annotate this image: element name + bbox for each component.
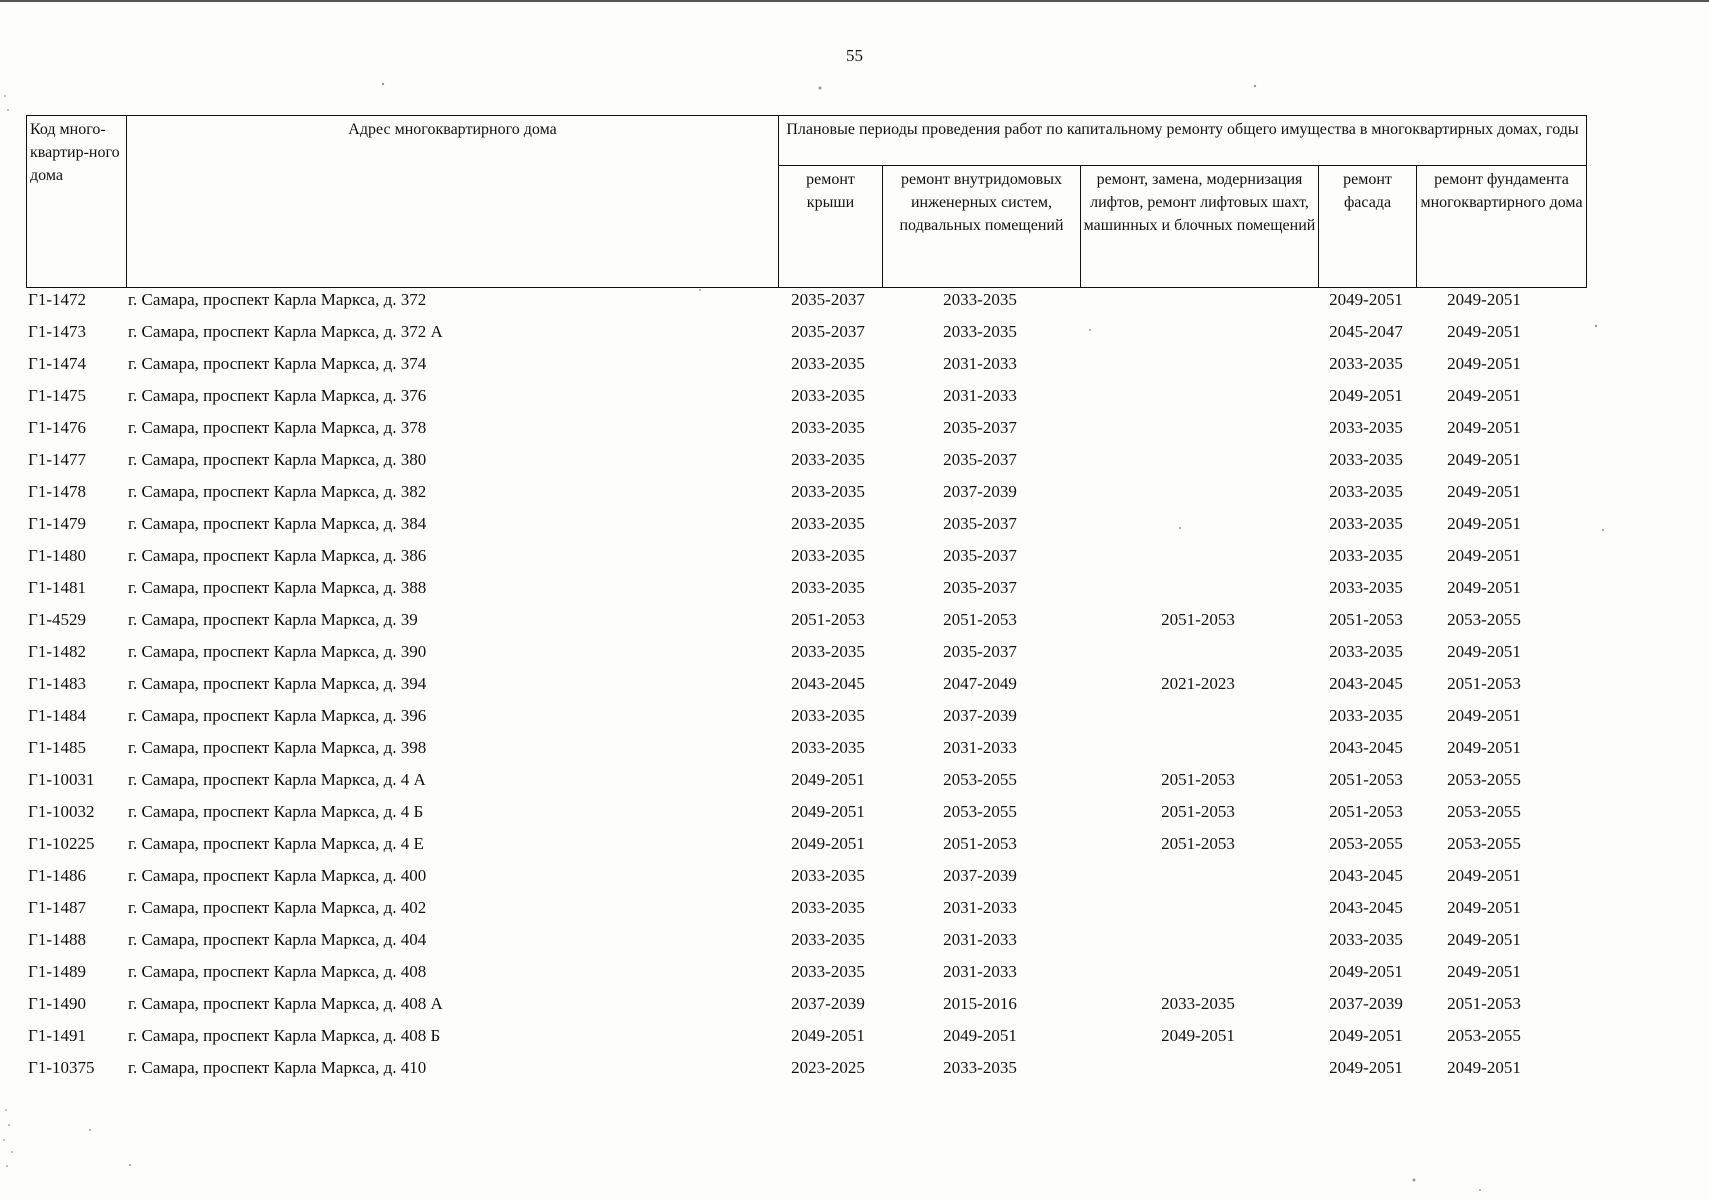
cell-facade: 2051-2053 <box>1329 802 1403 821</box>
cell-roof: 2033-2035 <box>791 578 865 597</box>
cell-address: г. Самара, проспект Карла Маркса, д. 398 <box>128 738 427 757</box>
cell-code: Г1-1481 <box>28 578 86 597</box>
cell-facade: 2033-2035 <box>1329 514 1403 533</box>
table-row <box>26 736 1588 768</box>
cell-facade: 2033-2035 <box>1329 546 1403 565</box>
cell-roof: 2049-2051 <box>791 834 865 853</box>
table-row <box>26 320 1588 352</box>
cell-code: Г1-1483 <box>28 674 86 693</box>
cell-code: Г1-1487 <box>28 898 86 917</box>
cell-systems: 2053-2055 <box>943 770 1017 789</box>
table-row <box>26 384 1588 416</box>
cell-systems: 2037-2039 <box>943 482 1017 501</box>
cell-foundation: 2049-2051 <box>1447 930 1521 949</box>
cell-code: Г1-1472 <box>28 290 86 309</box>
cell-lifts: 2049-2051 <box>1161 1026 1235 1045</box>
cell-systems: 2033-2035 <box>943 322 1017 341</box>
cell-code: Г1-1482 <box>28 642 86 661</box>
cell-systems: 2015-2016 <box>943 994 1017 1013</box>
table-row <box>26 480 1588 512</box>
cell-address: г. Самара, проспект Карла Маркса, д. 388 <box>128 578 427 597</box>
cell-code: Г1-1491 <box>28 1026 86 1045</box>
cell-foundation: 2049-2051 <box>1447 1058 1521 1077</box>
table-row <box>26 288 1588 320</box>
cell-lifts: 2033-2035 <box>1161 994 1235 1013</box>
cell-code: Г1-1479 <box>28 514 86 533</box>
cell-roof: 2033-2035 <box>791 738 865 757</box>
cell-lifts: 2051-2053 <box>1161 802 1235 821</box>
cell-facade: 2045-2047 <box>1329 322 1403 341</box>
cell-address: г. Самара, проспект Карла Маркса, д. 39 <box>128 610 418 629</box>
cell-systems: 2047-2049 <box>943 674 1017 693</box>
cell-foundation: 2053-2055 <box>1447 770 1521 789</box>
cell-facade: 2049-2051 <box>1329 1058 1403 1077</box>
cell-systems: 2035-2037 <box>943 578 1017 597</box>
cell-roof: 2033-2035 <box>791 514 865 533</box>
cell-code: Г1-10225 <box>28 834 95 853</box>
cell-systems: 2031-2033 <box>943 386 1017 405</box>
cell-address: г. Самара, проспект Карла Маркса, д. 4 Б <box>128 802 424 821</box>
cell-foundation: 2049-2051 <box>1447 898 1521 917</box>
cell-systems: 2035-2037 <box>943 450 1017 469</box>
page-number: 55 <box>846 46 863 65</box>
cell-systems: 2053-2055 <box>943 802 1017 821</box>
cell-systems: 2049-2051 <box>943 1026 1017 1045</box>
cell-roof: 2023-2025 <box>791 1058 865 1077</box>
cell-address: г. Самара, проспект Карла Маркса, д. 376 <box>128 386 427 405</box>
table-row <box>26 1056 1588 1088</box>
cell-systems: 2035-2037 <box>943 546 1017 565</box>
cell-facade: 2033-2035 <box>1329 450 1403 469</box>
cell-foundation: 2049-2051 <box>1447 322 1521 341</box>
cell-address: г. Самара, проспект Карла Маркса, д. 408 А <box>128 994 443 1013</box>
table-row <box>26 416 1588 448</box>
cell-systems: 2035-2037 <box>943 418 1017 437</box>
cell-code: Г1-1488 <box>28 930 86 949</box>
header-code: Код много-квартир-ного дома <box>27 116 127 288</box>
cell-address: г. Самара, проспект Карла Маркса, д. 390 <box>128 642 427 661</box>
cell-lifts: 2051-2053 <box>1161 610 1235 629</box>
header-address: Адрес многоквартирного дома <box>127 116 779 288</box>
cell-address: г. Самара, проспект Карла Маркса, д. 408 <box>128 962 427 981</box>
cell-systems: 2033-2035 <box>943 290 1017 309</box>
cell-code: Г1-1473 <box>28 322 86 341</box>
cell-code: Г1-1486 <box>28 866 86 885</box>
cell-foundation: 2053-2055 <box>1447 802 1521 821</box>
cell-code: Г1-1485 <box>28 738 86 757</box>
cell-roof: 2033-2035 <box>791 354 865 373</box>
header-lifts: ремонт, замена, модернизация лифтов, ремонт лифтовых шахт, машинных и блочных помещений <box>1081 166 1319 288</box>
table-row <box>26 448 1588 480</box>
cell-foundation: 2053-2055 <box>1447 1026 1521 1045</box>
cell-code: Г1-1474 <box>28 354 86 373</box>
table-header <box>26 115 1587 288</box>
cell-code: Г1-10031 <box>28 770 95 789</box>
cell-roof: 2049-2051 <box>791 1026 865 1045</box>
table-row <box>26 352 1588 384</box>
cell-code: Г1-1475 <box>28 386 86 405</box>
table-row <box>26 800 1588 832</box>
cell-roof: 2033-2035 <box>791 418 865 437</box>
table-body <box>26 288 1588 1088</box>
cell-facade: 2033-2035 <box>1329 578 1403 597</box>
header-facade: ремонт фасада <box>1319 166 1417 288</box>
cell-facade: 2051-2053 <box>1329 770 1403 789</box>
cell-systems: 2031-2033 <box>943 738 1017 757</box>
cell-roof: 2035-2037 <box>791 290 865 309</box>
cell-systems: 2031-2033 <box>943 930 1017 949</box>
cell-code: Г1-1477 <box>28 450 86 469</box>
table-row <box>26 928 1588 960</box>
cell-foundation: 2049-2051 <box>1447 450 1521 469</box>
cell-facade: 2033-2035 <box>1329 706 1403 725</box>
cell-foundation: 2049-2051 <box>1447 290 1521 309</box>
cell-facade: 2049-2051 <box>1329 290 1403 309</box>
cell-systems: 2031-2033 <box>943 962 1017 981</box>
cell-foundation: 2049-2051 <box>1447 962 1521 981</box>
cell-foundation: 2049-2051 <box>1447 546 1521 565</box>
cell-address: г. Самара, проспект Карла Маркса, д. 378 <box>128 418 427 437</box>
cell-roof: 2033-2035 <box>791 482 865 501</box>
cell-systems: 2031-2033 <box>943 354 1017 373</box>
cell-lifts: 2021-2023 <box>1161 674 1235 693</box>
cell-foundation: 2049-2051 <box>1447 386 1521 405</box>
cell-foundation: 2049-2051 <box>1447 706 1521 725</box>
cell-address: г. Самара, проспект Карла Маркса, д. 4 Е <box>128 834 424 853</box>
cell-foundation: 2053-2055 <box>1447 834 1521 853</box>
cell-address: г. Самара, проспект Карла Маркса, д. 402 <box>128 898 427 917</box>
cell-foundation: 2049-2051 <box>1447 418 1521 437</box>
cell-facade: 2043-2045 <box>1329 674 1403 693</box>
cell-facade: 2033-2035 <box>1329 482 1403 501</box>
cell-roof: 2033-2035 <box>791 930 865 949</box>
cell-foundation: 2051-2053 <box>1447 674 1521 693</box>
cell-address: г. Самара, проспект Карла Маркса, д. 372 А <box>128 322 443 341</box>
cell-facade: 2051-2053 <box>1329 610 1403 629</box>
cell-facade: 2033-2035 <box>1329 930 1403 949</box>
cell-address: г. Самара, проспект Карла Маркса, д. 410 <box>128 1058 427 1077</box>
cell-code: Г1-1484 <box>28 706 86 725</box>
cell-address: г. Самара, проспект Карла Маркса, д. 372 <box>128 290 427 309</box>
table-row <box>26 640 1588 672</box>
cell-roof: 2033-2035 <box>791 866 865 885</box>
cell-roof: 2035-2037 <box>791 322 865 341</box>
cell-address: г. Самара, проспект Карла Маркса, д. 374 <box>128 354 427 373</box>
cell-foundation: 2049-2051 <box>1447 482 1521 501</box>
cell-code: Г1-1490 <box>28 994 86 1013</box>
cell-code: Г1-1478 <box>28 482 86 501</box>
cell-facade: 2049-2051 <box>1329 386 1403 405</box>
table-row <box>26 896 1588 928</box>
cell-roof: 2043-2045 <box>791 674 865 693</box>
table-row <box>26 544 1588 576</box>
cell-roof: 2033-2035 <box>791 898 865 917</box>
table-row <box>26 704 1588 736</box>
cell-systems: 2031-2033 <box>943 898 1017 917</box>
cell-systems: 2035-2037 <box>943 514 1017 533</box>
cell-roof: 2051-2053 <box>791 610 865 629</box>
cell-roof: 2033-2035 <box>791 386 865 405</box>
cell-foundation: 2049-2051 <box>1447 642 1521 661</box>
cell-facade: 2043-2045 <box>1329 738 1403 757</box>
cell-facade: 2033-2035 <box>1329 354 1403 373</box>
table-row <box>26 992 1588 1024</box>
cell-facade: 2053-2055 <box>1329 834 1403 853</box>
cell-roof: 2033-2035 <box>791 450 865 469</box>
cell-roof: 2033-2035 <box>791 642 865 661</box>
cell-code: Г1-10375 <box>28 1058 95 1077</box>
cell-facade: 2037-2039 <box>1329 994 1403 1013</box>
cell-roof: 2033-2035 <box>791 962 865 981</box>
top-border-line <box>0 0 1709 2</box>
table-row <box>26 512 1588 544</box>
header-roof: ремонт крыши <box>779 166 883 288</box>
cell-roof: 2033-2035 <box>791 706 865 725</box>
cell-foundation: 2053-2055 <box>1447 610 1521 629</box>
cell-address: г. Самара, проспект Карла Маркса, д. 382 <box>128 482 427 501</box>
cell-facade: 2043-2045 <box>1329 866 1403 885</box>
table-row <box>26 608 1588 640</box>
cell-facade: 2033-2035 <box>1329 642 1403 661</box>
cell-address: г. Самара, проспект Карла Маркса, д. 396 <box>128 706 427 725</box>
cell-foundation: 2051-2053 <box>1447 994 1521 1013</box>
table-row <box>26 672 1588 704</box>
cell-roof: 2037-2039 <box>791 994 865 1013</box>
cell-systems: 2051-2053 <box>943 610 1017 629</box>
cell-roof: 2049-2051 <box>791 770 865 789</box>
cell-systems: 2037-2039 <box>943 706 1017 725</box>
cell-foundation: 2049-2051 <box>1447 866 1521 885</box>
cell-facade: 2049-2051 <box>1329 1026 1403 1045</box>
cell-address: г. Самара, проспект Карла Маркса, д. 380 <box>128 450 427 469</box>
cell-facade: 2033-2035 <box>1329 418 1403 437</box>
cell-address: г. Самара, проспект Карла Маркса, д. 4 А <box>128 770 426 789</box>
table-row <box>26 576 1588 608</box>
cell-address: г. Самара, проспект Карла Маркса, д. 394 <box>128 674 427 693</box>
table-row <box>26 1024 1588 1056</box>
cell-roof: 2033-2035 <box>791 546 865 565</box>
cell-facade: 2049-2051 <box>1329 962 1403 981</box>
header-foundation: ремонт фундамента многоквартирного дома <box>1417 166 1587 288</box>
cell-code: Г1-1480 <box>28 546 86 565</box>
cell-address: г. Самара, проспект Карла Маркса, д. 404 <box>128 930 427 949</box>
cell-roof: 2049-2051 <box>791 802 865 821</box>
cell-code: Г1-1476 <box>28 418 86 437</box>
table-row <box>26 960 1588 992</box>
cell-lifts: 2051-2053 <box>1161 834 1235 853</box>
cell-systems: 2037-2039 <box>943 866 1017 885</box>
cell-systems: 2033-2035 <box>943 1058 1017 1077</box>
cell-address: г. Самара, проспект Карла Маркса, д. 400 <box>128 866 427 885</box>
cell-address: г. Самара, проспект Карла Маркса, д. 386 <box>128 546 427 565</box>
header-periods: Плановые периоды проведения работ по капитальному ремонту общего имущества в многоквартирных домах, годы <box>779 116 1587 166</box>
cell-foundation: 2049-2051 <box>1447 354 1521 373</box>
table-row <box>26 864 1588 896</box>
cell-systems: 2035-2037 <box>943 642 1017 661</box>
cell-address: г. Самара, проспект Карла Маркса, д. 384 <box>128 514 427 533</box>
cell-code: Г1-4529 <box>28 610 86 629</box>
table-row <box>26 832 1588 864</box>
cell-systems: 2051-2053 <box>943 834 1017 853</box>
cell-facade: 2043-2045 <box>1329 898 1403 917</box>
cell-address: г. Самара, проспект Карла Маркса, д. 408 Б <box>128 1026 441 1045</box>
cell-foundation: 2049-2051 <box>1447 738 1521 757</box>
cell-lifts: 2051-2053 <box>1161 770 1235 789</box>
cell-foundation: 2049-2051 <box>1447 514 1521 533</box>
cell-code: Г1-1489 <box>28 962 86 981</box>
cell-code: Г1-10032 <box>28 802 95 821</box>
cell-foundation: 2049-2051 <box>1447 578 1521 597</box>
header-systems: ремонт внутридомовых инженерных систем, подвальных помещений <box>883 166 1081 288</box>
table-row <box>26 768 1588 800</box>
